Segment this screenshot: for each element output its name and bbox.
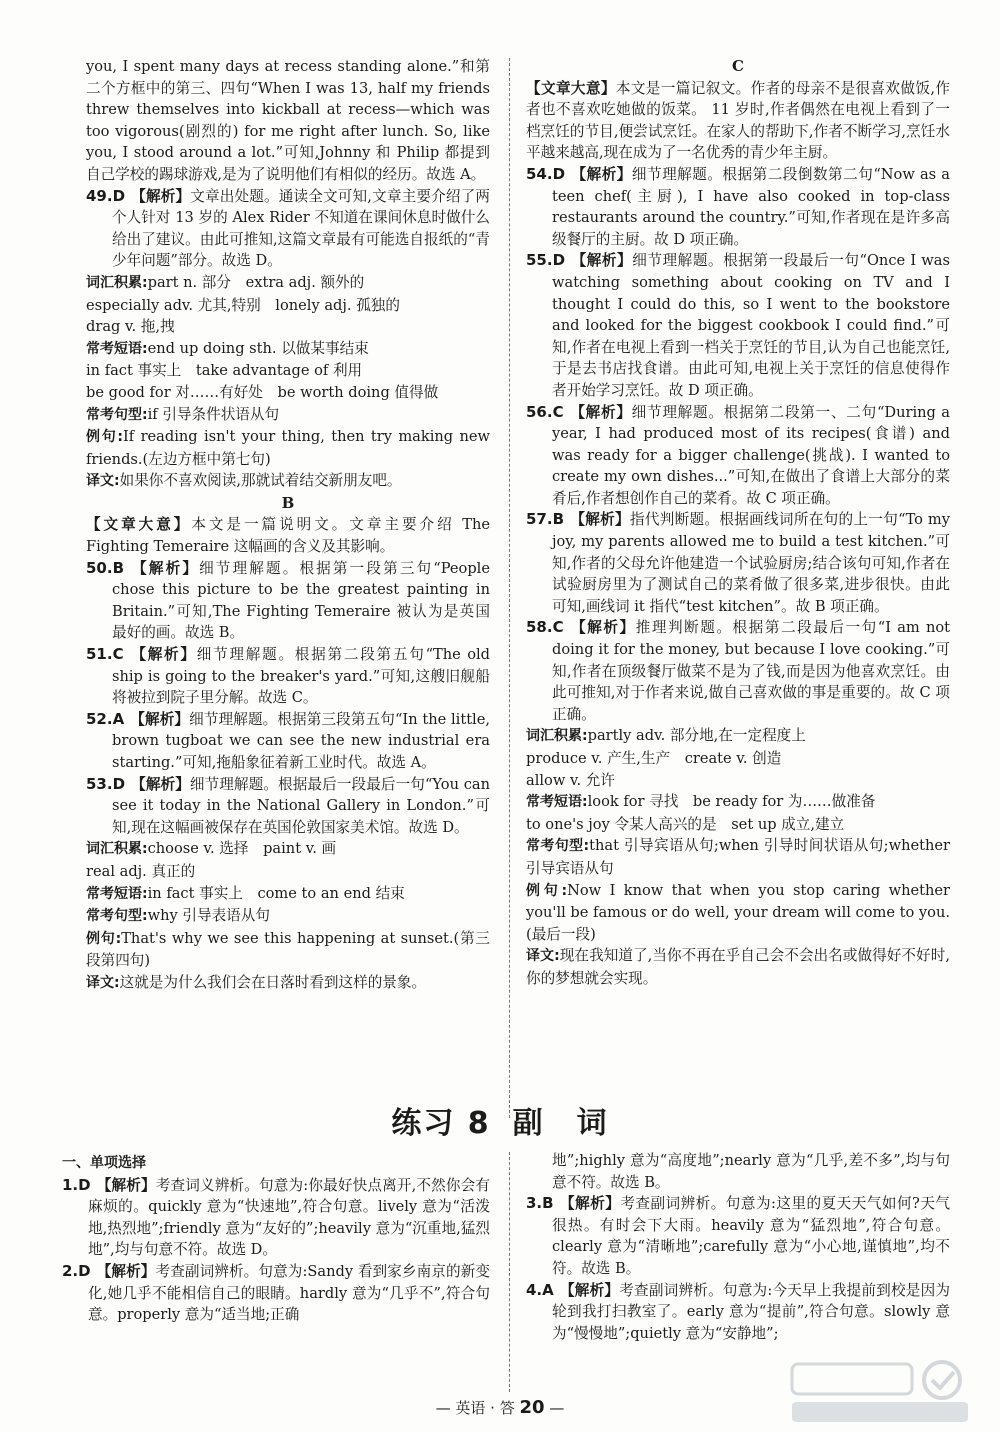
q1-answer — [62, 1175, 490, 1261]
translation-label: 译文: — [526, 948, 560, 965]
q49-text: 文章出处题。通读全文可知,文章主要介绍了两个人针对 13 岁的 Alex Rider 不知道在课间休息时做什么给出了建议。由此可推知,这篇文章最有可能选自报纸的“青少年问题”部分。故选 D。 — [112, 187, 490, 270]
q53-number: 53.D — [86, 774, 126, 793]
exercise-topic: 副 词 — [512, 1106, 609, 1141]
example-text: Now I know that when you stop caring whether you'll be famous or do well, your dream will come to you.(最后一段) — [526, 881, 950, 943]
vocab-text: partly adv. 部分地,在一定程度上 — [587, 727, 806, 745]
right-column — [526, 56, 950, 990]
pattern-label: 常考句型: — [526, 838, 590, 855]
q52-answer — [86, 709, 490, 774]
q50-answer — [86, 558, 490, 644]
vocab-text: part n. 部分 extra adj. 额外的 — [147, 273, 365, 291]
vocab-line — [86, 272, 490, 295]
analysis-tag: 【解析】 — [130, 559, 200, 577]
q53-answer — [86, 774, 490, 839]
pattern-label: 常考句型: — [86, 908, 148, 925]
analysis-tag: 【解析】 — [131, 187, 191, 205]
bottom-left-column — [62, 1153, 490, 1326]
translation-text: 这就是为什么我们会在日落时看到这样的景象。 — [119, 973, 427, 991]
q51-answer — [86, 644, 490, 709]
analysis-tag: 【解析】 — [569, 403, 632, 421]
analysis-tag: 【解析】 — [571, 252, 633, 270]
analysis-tag: 【解析】 — [129, 646, 197, 664]
q57-number: 57.B — [526, 510, 565, 529]
footer-subject: — 英语 · 答 — [435, 1399, 515, 1417]
pattern-line — [86, 905, 490, 928]
vocab-line: especially adv. 尤其,特别 lonely adj. 孤独的 — [86, 296, 400, 314]
q58-text: 推理判断题。根据第二段最后一句“I am not doing it for the money, but because I love cooking.”可知,作者在顶级餐厅做菜不是为了钱,而是因为他喜欢烹饪。由此可推知,对于作者来说,做自己喜欢做的事是重要的。故 C 项正确。 — [552, 619, 950, 723]
q54-number: 54.D — [526, 164, 566, 183]
q2-continuation: 地”;highly 意为“高度地”;nearly 意为“几乎,差不多”,均与句意不符。故选 B。 — [552, 1152, 950, 1191]
vocab-line: produce v. 产生,生产 create v. 创造 — [526, 750, 782, 767]
example-label: 例句: — [86, 429, 124, 446]
phrase-text: in fact 事实上 come to an end 结束 — [147, 884, 405, 902]
summary-text: 本文是一篇记叙文。作者的母亲不是很喜欢做饭,作者也不喜欢吃她做的饭菜。 11 岁时,作者偶然在电视上看到了一档烹饪的节目,便尝试烹饪。在家人的帮助下,作者不断学习,烹饪水平越来越高,现在成为了一名优秀的青少年主厨。 — [526, 79, 950, 162]
phrase-label: 常考短语: — [526, 794, 588, 811]
exercise-title — [0, 1098, 1000, 1142]
analysis-tag: 【解析】 — [96, 1176, 156, 1194]
q58-number: 58.C — [526, 618, 564, 637]
analysis-tag: 【解析】 — [569, 619, 636, 637]
pattern-text: if 引导条件状语从句 — [147, 405, 280, 423]
q3-answer — [526, 1193, 950, 1279]
example-text: That's why we see this happening at sunset.(第三段第四句) — [86, 929, 490, 970]
q4-number: 4.A — [526, 1280, 554, 1299]
phrase-text: look for 寻找 be ready for 为……做准备 — [587, 793, 876, 811]
footer-dash: — — [549, 1399, 565, 1417]
vocab-line — [86, 838, 490, 861]
q2-text: 考查副词辨析。句意为:Sandy 看到家乡南京的新变化,她几乎不能相信自己的眼睛。hardly 意为“几乎不”,符合句意。properly 意为“适当地;正确 — [88, 1262, 490, 1324]
bottom-right-column — [526, 1150, 950, 1344]
analysis-tag: 【解析】 — [559, 1281, 620, 1299]
example-text: If reading isn't your thing, then try making new friends.(左边方框中第七句) — [86, 428, 490, 468]
q49-answer — [86, 186, 490, 272]
pattern-line — [526, 835, 950, 879]
vocab-line: allow v. 允许 — [526, 771, 615, 789]
pattern-text: why 引导表语从句 — [147, 907, 270, 925]
analysis-tag: 【解析】 — [130, 710, 190, 728]
pattern-line — [86, 404, 490, 427]
q55-answer — [526, 250, 950, 401]
summary-text: 本文是一篇说明文。文章主要介绍 The Fighting Temeraire 这幅画的含义及其影响。 — [86, 516, 490, 556]
q50-number: 50.B — [86, 558, 125, 577]
q48-continuation: you, I spent many days at recess standing alone.”和第二个方框中的第三、四句“When I was 13, half my friends threw themselves into kickball at recess—which was too vigorous(剧烈的) for me right after lunch. So, like you, I stood around a lot.”可知,Johnny 和 Philip 都提到自己学校的踢球游戏,是为了说明他们有相似的经历。故选 A。 — [86, 58, 490, 183]
q56-number: 56.C — [526, 402, 564, 421]
analysis-tag: 【解析】 — [570, 511, 630, 529]
phrase-line — [86, 883, 490, 906]
q49-number: 49.D — [86, 186, 126, 205]
q51-number: 51.C — [86, 645, 124, 664]
q53-text: 细节理解题。根据最后一段最后一句“You can see it today in the National Gallery in London.”可知,现在这幅画被保存在英国伦敦国家美术馆。故选 D。 — [112, 775, 490, 836]
pattern-text: that 引导宾语从句;when 引导时间状语从句;whether 引导宾语从句 — [526, 837, 950, 877]
translation-line — [526, 945, 950, 989]
analysis-tag: 【解析】 — [96, 1262, 156, 1280]
left-column — [86, 56, 490, 995]
q57-text: 指代判断题。根据画线词所在句的上一句“To my joy, my parents allowed me to build a test kitchen.”可知,作者的父母允许他建造一个试验厨房;结合该句可知,作者在试验厨房里为了测试自己的菜肴做了很多菜,进步很快。由此可知,画线词 it 指代“test kitchen”。故 B 项正确。 — [552, 511, 950, 615]
q2-answer — [62, 1261, 490, 1326]
translation-line — [86, 972, 490, 995]
q50-text: 细节理解题。根据第一段第三句“People chose this picture to be the greatest painting in Britain.”可知,The Fighting Temeraire 被认为是英国最好的画。故选 B。 — [112, 559, 490, 642]
q2-number: 2.D — [62, 1261, 91, 1280]
q3-number: 3.B — [526, 1194, 554, 1213]
q1-text: 考查词义辨析。句意为:你最好快点离开,不然你会有麻烦的。quickly 意为“快速地”,符合句意。lively 意为“活泼地,热烈地”;friendly 意为“友好的”;heavily 意为“沉重地,猛烈地”,均与句意不符。故选 D。 — [88, 1176, 490, 1259]
translation-label: 译文: — [86, 974, 120, 991]
example-line — [526, 880, 950, 946]
analysis-tag: 【解析】 — [131, 775, 190, 793]
single-choice-heading: 一、单项选择 — [62, 1155, 146, 1171]
phrase-line — [526, 791, 950, 814]
phrase-label: 常考短语: — [86, 885, 148, 902]
column-divider — [509, 58, 510, 1118]
example-line — [86, 928, 490, 972]
pattern-label: 常考句型: — [86, 406, 148, 423]
q1-number: 1.D — [62, 1175, 91, 1194]
vocab-label: 词汇积累: — [526, 728, 588, 745]
section-b-heading: B — [281, 493, 295, 512]
analysis-tag: 【解析】 — [571, 165, 632, 183]
phrase-label: 常考短语: — [86, 340, 148, 357]
translation-line — [86, 470, 490, 493]
column-divider — [509, 1152, 510, 1392]
example-line — [86, 426, 490, 470]
q58-answer — [526, 617, 950, 725]
q52-text: 细节理解题。根据第三段第五句“In the little, brown tugboat we can see the new industrial era starting.”可知,拖船象征着新工业时代。故选 A。 — [112, 710, 490, 771]
c-summary — [526, 78, 950, 164]
q54-answer — [526, 164, 950, 250]
phrase-line: be good for 对……有好处 be worth doing 值得做 — [86, 383, 439, 401]
analysis-tag: 【解析】 — [559, 1195, 621, 1213]
section-c-heading: C — [732, 57, 744, 75]
summary-tag: 【文章大意】 — [526, 79, 616, 97]
translation-label: 译文: — [86, 473, 120, 490]
watermark-logo-icon — [772, 1358, 972, 1426]
q3-text: 考查副词辨析。句意为:这里的夏天天气如何?天气很热。有时会下大雨。heavily 意为“猛烈地”,符合句意。clearly 意为“清晰地”;carefully 意为“小心地,谨慎地”,均不符。故选 B。 — [552, 1195, 950, 1277]
q51-text: 细节理解题。根据第二段第五句“The old ship is going to the breaker's yard.”可知,这艘旧舰船将被拉到院子里分解。故选 C。 — [112, 646, 490, 707]
vocab-label: 词汇积累: — [86, 274, 148, 291]
q55-number: 55.D — [526, 251, 566, 270]
q4-text: 考查副词辨析。句意为:今天早上我提前到校是因为轮到我打扫教室了。early 意为“提前”,符合句意。slowly 意为“慢慢地”;quietly 意为“安静地”; — [552, 1281, 950, 1342]
vocab-line — [526, 725, 950, 748]
example-label: 例句: — [86, 930, 122, 947]
phrase-text: end up doing sth. 以做某事结束 — [147, 339, 369, 357]
vocab-line: drag v. 拖,拽 — [86, 318, 175, 336]
q55-text: 细节理解题。根据第一段最后一句“Once I was watching something about cooking on TV and I thought I could do this, so I went to the bookstore and looked for the biggest cookbook I could find.”可知,作者在电视上看到一档关于烹饪的节目,认为自己也能烹饪,于是去书店找食谱。由此可知,电视上关于烹饪的信息使得作者开始学习烹饪。故 D 项正确。 — [552, 252, 950, 399]
exercise-number: 练习 8 — [391, 1106, 491, 1141]
example-label: 例句: — [526, 882, 568, 899]
q4-answer — [526, 1280, 950, 1345]
phrase-line: in fact 事实上 take advantage of 利用 — [86, 362, 363, 380]
b-summary — [86, 514, 490, 557]
phrase-line: to one's joy 令某人高兴的是 set up 成立,建立 — [526, 815, 845, 833]
page-number: 20 — [519, 1397, 545, 1418]
q54-text: 细节理解题。根据第二段倒数第二句“Now as a teen chef(主厨), I have also cooked in top-class restaurants around the country.”可知,作者现在是许多高级餐厅的主厨。故 D 项正确。 — [552, 165, 950, 248]
translation-text: 现在我知道了,当你不再在乎自己会不会出名或做得好不好时,你的梦想就会实现。 — [526, 947, 950, 987]
vocab-text: choose v. 选择 paint v. 画 — [147, 840, 337, 858]
q52-number: 52.A — [86, 709, 125, 728]
q56-answer — [526, 402, 950, 510]
summary-tag: 【文章大意】 — [86, 516, 192, 534]
vocab-label: 词汇积累: — [86, 841, 148, 858]
translation-text: 如果你不喜欢阅读,那就试着结交新朋友吧。 — [119, 472, 402, 490]
phrase-line — [86, 338, 490, 361]
vocab-line: real adj. 真正的 — [86, 862, 196, 880]
q56-text: 细节理解题。根据第二段第一、二句“During a year, I had produced most of its recipes(食谱) and was ready for a bigger challenge(挑战). I wanted to create my own dishes...”可知,在做出了食谱上大部分的菜肴后,作者想创作自己的菜肴。故 C 项正确。 — [552, 403, 950, 507]
q57-answer — [526, 509, 950, 617]
